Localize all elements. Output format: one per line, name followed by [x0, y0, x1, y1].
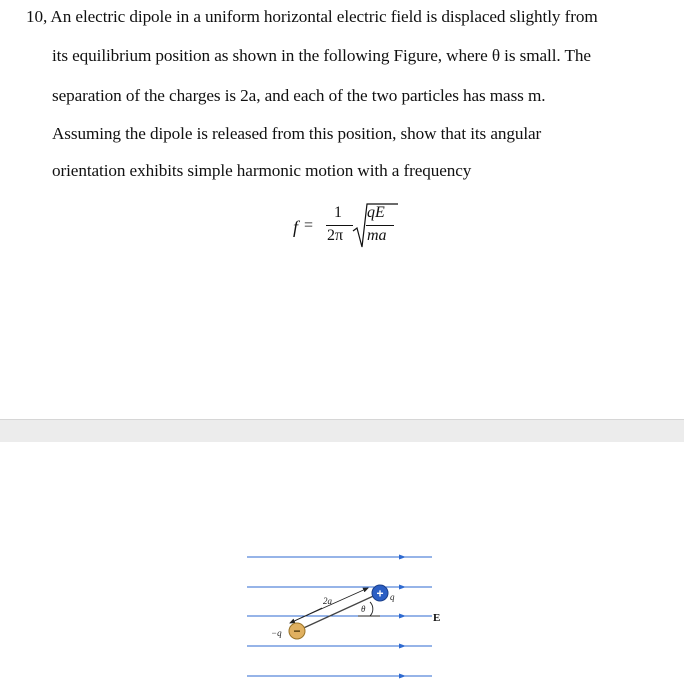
- problem-line-3: separation of the charges is 2a, and each of the two particles has mass m.: [52, 86, 546, 105]
- angle-arc: [370, 602, 373, 616]
- angle-label: θ: [361, 604, 366, 614]
- negative-charge-sign: −: [293, 624, 301, 638]
- dipole-rod: [297, 593, 380, 631]
- formula-fraction-denominator: 2π: [327, 227, 344, 244]
- negative-charge-label: −q: [271, 628, 282, 638]
- formula-root-denominator: ma: [367, 227, 387, 244]
- separation-label: 2a: [323, 596, 332, 606]
- formula-equals: =: [304, 217, 314, 234]
- problem-line-5: orientation exhibits simple harmonic motion with a frequency: [52, 161, 472, 180]
- problem-line-1: 10, An electric dipole in a uniform horizontal electric field is displaced slightly from: [26, 7, 598, 26]
- formula-fraction-numerator: 1: [334, 204, 342, 221]
- field-lines: [247, 557, 432, 676]
- positive-charge-sign: +: [376, 586, 384, 601]
- problem-line-2: its equilibrium position as shown in the following Figure, where θ is small. The: [52, 46, 591, 65]
- problem-line-4: Assuming the dipole is released from this position, show that its angular: [52, 124, 542, 143]
- formula-lhs: f: [293, 217, 299, 237]
- field-label: E: [433, 612, 441, 624]
- positive-charge-label: q: [390, 592, 395, 602]
- formula-root-numerator: qE: [367, 204, 385, 221]
